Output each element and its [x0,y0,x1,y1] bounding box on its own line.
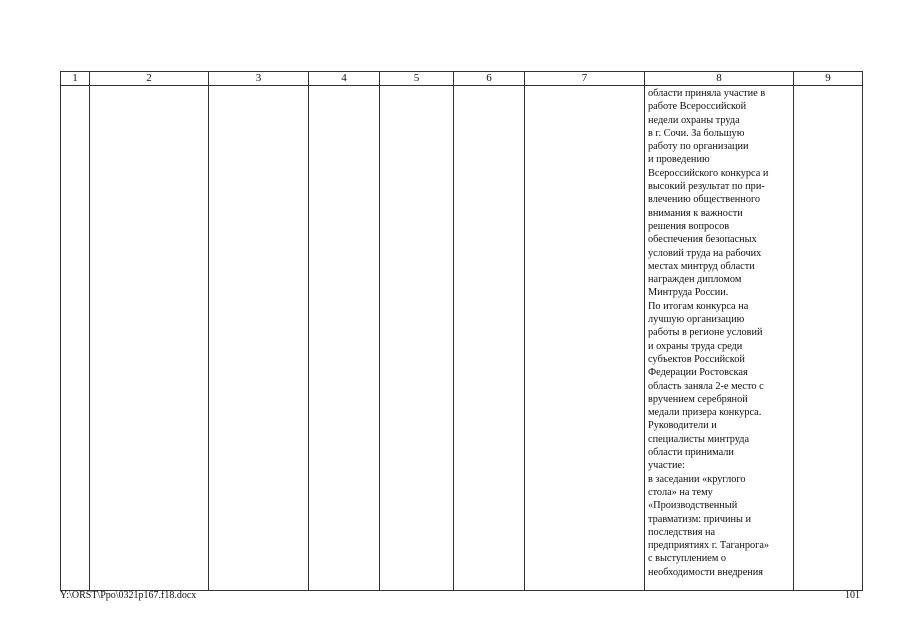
text-line: По итогам конкурса на [648,300,749,312]
column-header-3: 3 [209,72,309,86]
text-line: участие: [648,460,685,472]
text-line: в г. Сочи. За большую [648,127,745,139]
text-line: награжден дипломом [648,274,742,286]
col8-text-block [645,86,793,590]
cell-col-6 [454,86,525,591]
text-line: лучшую организацию [648,314,745,326]
column-header-1: 1 [61,72,90,86]
text-line: и охраны труда среди [648,340,743,352]
cell-col-8 [645,86,794,591]
text-line: Руководители и [648,420,717,432]
text-line: внимания к важности [648,207,743,219]
text-line: в заседании «круглого [648,473,746,485]
footer-file-path: Y:\ORST\Ppo\0321p167.f18.docx [60,590,197,601]
text-line: «Производственный [648,500,738,512]
column-header-5: 5 [380,72,454,86]
text-line: Всероссийского конкурса и [648,167,769,179]
column-header-9: 9 [794,72,863,86]
cell-col-9 [794,86,863,591]
text-line: Минтруда России. [648,287,729,299]
text-line: травматизм: причины и [648,513,752,525]
text-line: области принимали [648,447,734,459]
text-line: и проведению [648,154,710,166]
text-line: работы в регионе условий [648,327,763,339]
column-header-8: 8 [645,72,794,86]
column-header-4: 4 [309,72,380,86]
text-line: специалисты минтруда [648,433,750,445]
text-line: работу по организации [648,141,749,153]
text-line: предприятиях г. Таганрога» [648,540,770,552]
column-header-7: 7 [525,72,645,86]
cell-col-5 [380,86,454,591]
text-line: высокий результат по при- [648,181,765,193]
text-line: стола» на тему [648,486,713,498]
table-row [61,86,863,591]
page-number: 101 [845,590,860,601]
text-line: последствия на [648,526,716,538]
column-header-6: 6 [454,72,525,86]
cell-col-1 [61,86,90,591]
text-line: условий труда на рабочих [648,247,762,259]
cell-col-4 [309,86,380,591]
text-line: с выступлением о [648,553,727,565]
text-line: решения вопросов [648,220,730,232]
column-header-2: 2 [90,72,209,86]
text-line: обеспечения безопасных [648,234,757,246]
text-line: медали призера конкурса. [648,407,762,419]
text-line: необходимости внедрения [648,566,764,578]
text-line: вручением серебряной [648,393,748,405]
header-row [61,72,863,86]
text-line: субъектов Российской [648,353,745,365]
text-line: область заняла 2-е место с [648,380,764,392]
text-line: местах минтруд области [648,260,755,272]
document-table [60,71,863,591]
text-line: работе Всероссийской [648,101,747,113]
text-line: недели охраны труда [648,114,740,126]
cell-col-2 [90,86,209,591]
text-line: влечению общественного [648,194,761,206]
text-line: области приняла участие в [648,88,766,99]
cell-col-3 [209,86,309,591]
cell-col-7 [525,86,645,591]
text-line: Федерации Ростовская [648,367,748,379]
